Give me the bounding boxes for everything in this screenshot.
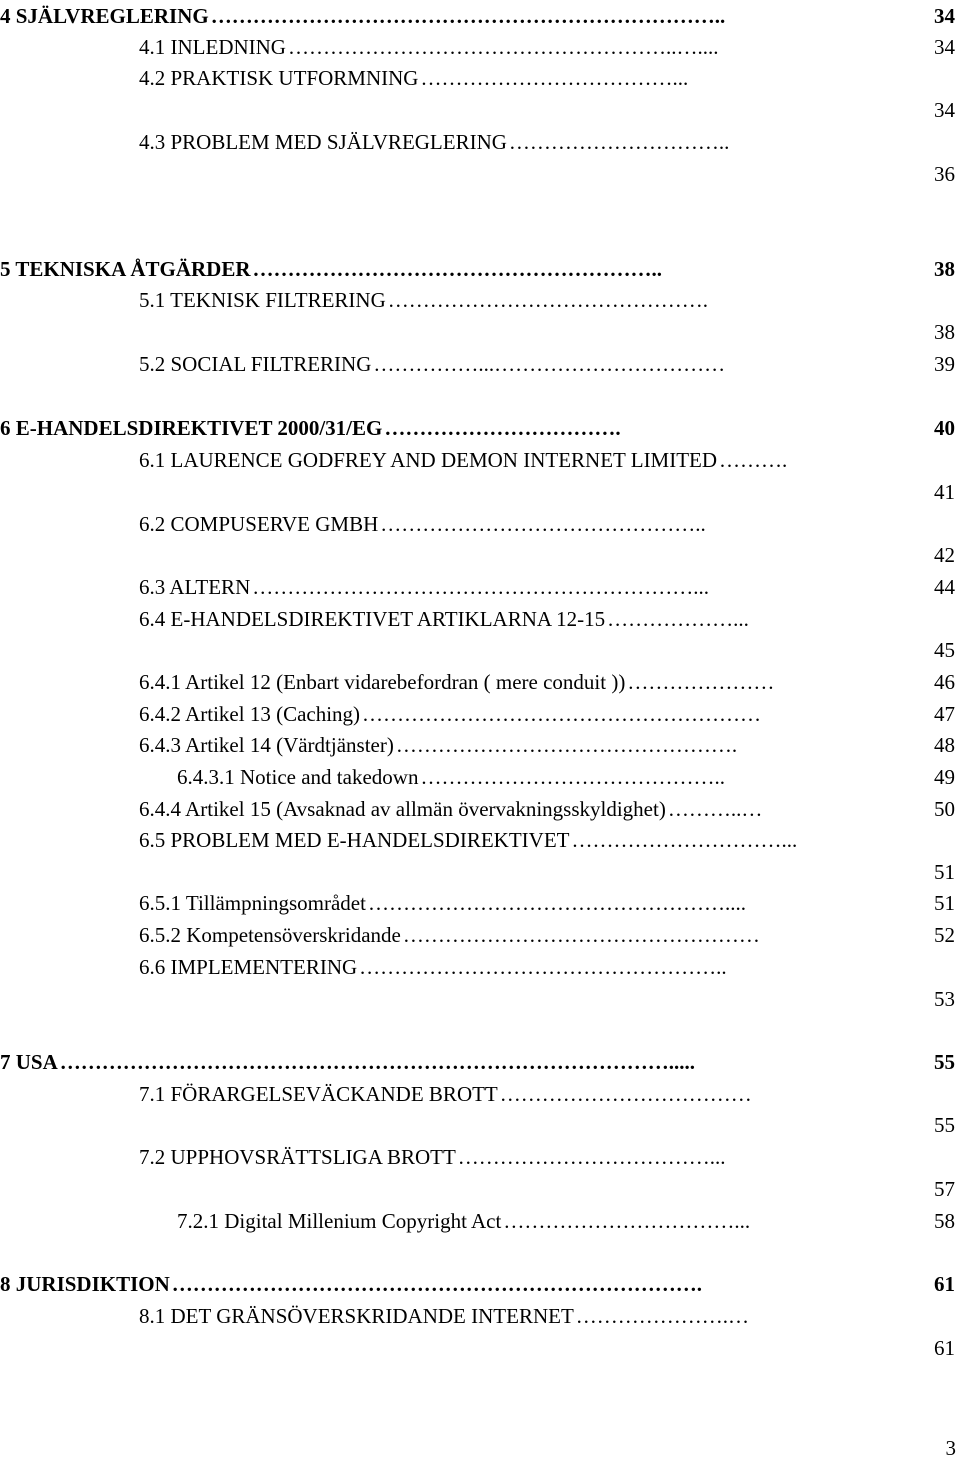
toc-page-continuation (139, 318, 955, 346)
toc-leader: ………………………………………………… (362, 702, 762, 726)
toc-page: 53 (934, 987, 955, 1011)
toc-entry[interactable] (0, 1048, 955, 1076)
toc-title: 6.5 PROBLEM MED E-HANDELSDIREKTIVET (139, 828, 570, 852)
toc-leader: ………………………………………………………... (252, 575, 709, 599)
toc-entry[interactable] (139, 826, 955, 854)
toc-entry[interactable] (139, 1080, 955, 1108)
toc-page: 55 (934, 1113, 955, 1137)
toc-title: 7.2 UPPHOVSRÄTTSLIGA BROTT (139, 1145, 456, 1169)
toc-entry[interactable] (139, 64, 955, 92)
toc-entry[interactable] (139, 128, 955, 156)
toc-entry[interactable] (139, 889, 955, 917)
toc-page: 52 (934, 923, 955, 947)
toc-leader: ………………….… (575, 1304, 750, 1328)
toc-page: 44 (934, 575, 955, 599)
toc-entry[interactable] (139, 1143, 955, 1171)
toc-title: 6 E-HANDELSDIREKTIVET 2000/31/EG (0, 416, 383, 440)
toc-title: 6.5.2 Kompetensöverskridande (139, 923, 401, 947)
toc-page: 61 (934, 1272, 955, 1296)
toc-page-continuation (139, 858, 955, 886)
toc-title: 5.1 TEKNISK FILTRERING (139, 288, 386, 312)
toc-page-continuation (139, 1334, 955, 1362)
toc-leader: ………………... (607, 607, 749, 631)
toc-leader: …………………………………….. (420, 765, 725, 789)
toc-page: 46 (934, 670, 955, 694)
toc-leader: ……………...…………………………… (373, 352, 726, 376)
toc-entry[interactable] (139, 921, 955, 949)
toc-title: 6.2 COMPUSERVE GMBH (139, 512, 379, 536)
toc-page: 51 (934, 860, 955, 884)
toc-entry[interactable] (139, 286, 955, 314)
toc-title: 7.1 FÖRARGELSEVÄCKANDE BROTT (139, 1082, 498, 1106)
toc-page: 39 (934, 352, 955, 376)
toc-entry[interactable] (139, 795, 955, 823)
toc-entry[interactable] (139, 668, 955, 696)
toc-leader: ……………………………. (384, 416, 621, 440)
toc-leader: ………………………………………. (387, 288, 709, 312)
toc-page: 58 (934, 1209, 955, 1233)
toc-entry[interactable] (0, 1270, 955, 1298)
toc-leader: ………………………………... (457, 1145, 726, 1169)
toc-leader: ……………………………… (499, 1082, 752, 1106)
toc-title: 6.1 LAURENCE GODFREY AND DEMON INTERNET LIMITED (139, 448, 718, 472)
toc-leader: ……………………………………….. (380, 512, 706, 536)
toc-leader: ………………………………... (420, 66, 689, 90)
toc-page-continuation (139, 985, 955, 1013)
toc-entry[interactable] (139, 731, 955, 759)
toc-leader: …………………………………………. (395, 733, 738, 757)
toc-page: 40 (934, 416, 955, 440)
toc-page-continuation (139, 541, 955, 569)
toc-page: 51 (934, 891, 955, 915)
toc-entry[interactable] (139, 510, 955, 538)
toc-title: 6.4.3 Artikel 14 (Värdtjänster) (139, 733, 394, 757)
toc-title: 6.4.1 Artikel 12 (Enbart vidarebefordran ( mere conduit )) (139, 670, 626, 694)
toc-leader: …………………………………………….. (359, 955, 727, 979)
toc-page: 38 (934, 257, 955, 281)
toc-page-continuation (139, 96, 955, 124)
toc-page: 57 (934, 1177, 955, 1201)
toc-page-continuation (139, 478, 955, 506)
toc-title: 4.2 PRAKTISK UTFORMNING (139, 66, 419, 90)
toc-entry[interactable] (139, 1302, 955, 1330)
toc-leader: ……………………………………………………………….. (210, 4, 726, 28)
toc-leader: ……………………………... (503, 1209, 751, 1233)
toc-page: 50 (934, 797, 955, 821)
toc-title: 8.1 DET GRÄNSÖVERSKRIDANDE INTERNET (139, 1304, 574, 1328)
toc-title: 6.4.4 Artikel 15 (Avsaknad av allmän övervakningsskyldighet) (139, 797, 666, 821)
toc-entry[interactable] (139, 605, 955, 633)
toc-entry[interactable] (139, 350, 955, 378)
toc-entry[interactable] (0, 414, 955, 442)
toc-entry[interactable] (139, 700, 955, 728)
toc-title: 6.4 E-HANDELSDIREKTIVET ARTIKLARNA 12-15 (139, 607, 606, 631)
toc-leader: ………………………………………………….. (252, 257, 663, 281)
toc-page: 48 (934, 733, 955, 757)
toc-page-continuation (139, 1111, 955, 1139)
toc-leader: ………. (719, 448, 788, 472)
toc-leader: ………………………………………………..….... (287, 35, 719, 59)
toc-title: 5.2 SOCIAL FILTRERING (139, 352, 372, 376)
toc-page: 34 (934, 98, 955, 122)
toc-leader: …………………………... (571, 828, 798, 852)
toc-page: 34 (934, 35, 955, 59)
page-number: 3 (945, 1436, 956, 1460)
toc-page: 45 (934, 638, 955, 662)
toc-title: 8 JURISDIKTION (0, 1272, 170, 1296)
toc-entry[interactable] (0, 2, 955, 30)
toc-entry[interactable] (139, 446, 955, 474)
toc-entry[interactable] (177, 1207, 955, 1235)
toc-title: 6.6 IMPLEMENTERING (139, 955, 358, 979)
toc-page: 49 (934, 765, 955, 789)
toc-page: 42 (934, 543, 955, 567)
toc-title: 6.3 ALTERN (139, 575, 251, 599)
toc-title: 7.2.1 Digital Millenium Copyright Act (177, 1209, 502, 1233)
toc-page: 61 (934, 1336, 955, 1360)
toc-title: 6.5.1 Tillämpningsområdet (139, 891, 366, 915)
toc-page: 41 (934, 480, 955, 504)
toc-page: 55 (934, 1050, 955, 1074)
toc-title: 4 SJÄLVREGLERING (0, 4, 209, 28)
toc-leader: ………………… (627, 670, 775, 694)
toc-page: 34 (934, 4, 955, 28)
toc-page-continuation (139, 1175, 955, 1203)
toc-leader: ……………………………………………………………………………..... (59, 1050, 696, 1074)
toc-entry[interactable] (177, 763, 955, 791)
toc-page-continuation (139, 636, 955, 664)
toc-entry[interactable] (139, 33, 955, 61)
toc-title: 4.1 INLEDNING (139, 35, 286, 59)
toc-title: 5 TEKNISKA ÅTGÄRDER (0, 257, 251, 281)
toc-page: 38 (934, 320, 955, 344)
toc-entry[interactable] (139, 573, 955, 601)
toc-entry[interactable] (139, 953, 955, 981)
toc-page-continuation (139, 160, 955, 188)
toc-title: 4.3 PROBLEM MED SJÄLVREGLERING (139, 130, 507, 154)
toc-page: 36 (934, 162, 955, 186)
toc-leader: …………………………………………… (402, 923, 760, 947)
toc-title: 6.4.2 Artikel 13 (Caching) (139, 702, 361, 726)
toc-entry[interactable] (0, 255, 955, 283)
toc-leader: ………………………….. (508, 130, 730, 154)
toc-page: 47 (934, 702, 955, 726)
toc-leader: …………………………………………………………………. (171, 1272, 703, 1296)
toc-title: 6.4.3.1 Notice and takedown (177, 765, 419, 789)
toc-title: 7 USA (0, 1050, 58, 1074)
toc-leader: ………..… (667, 797, 763, 821)
toc-leader: …………………………………………….... (367, 891, 746, 915)
